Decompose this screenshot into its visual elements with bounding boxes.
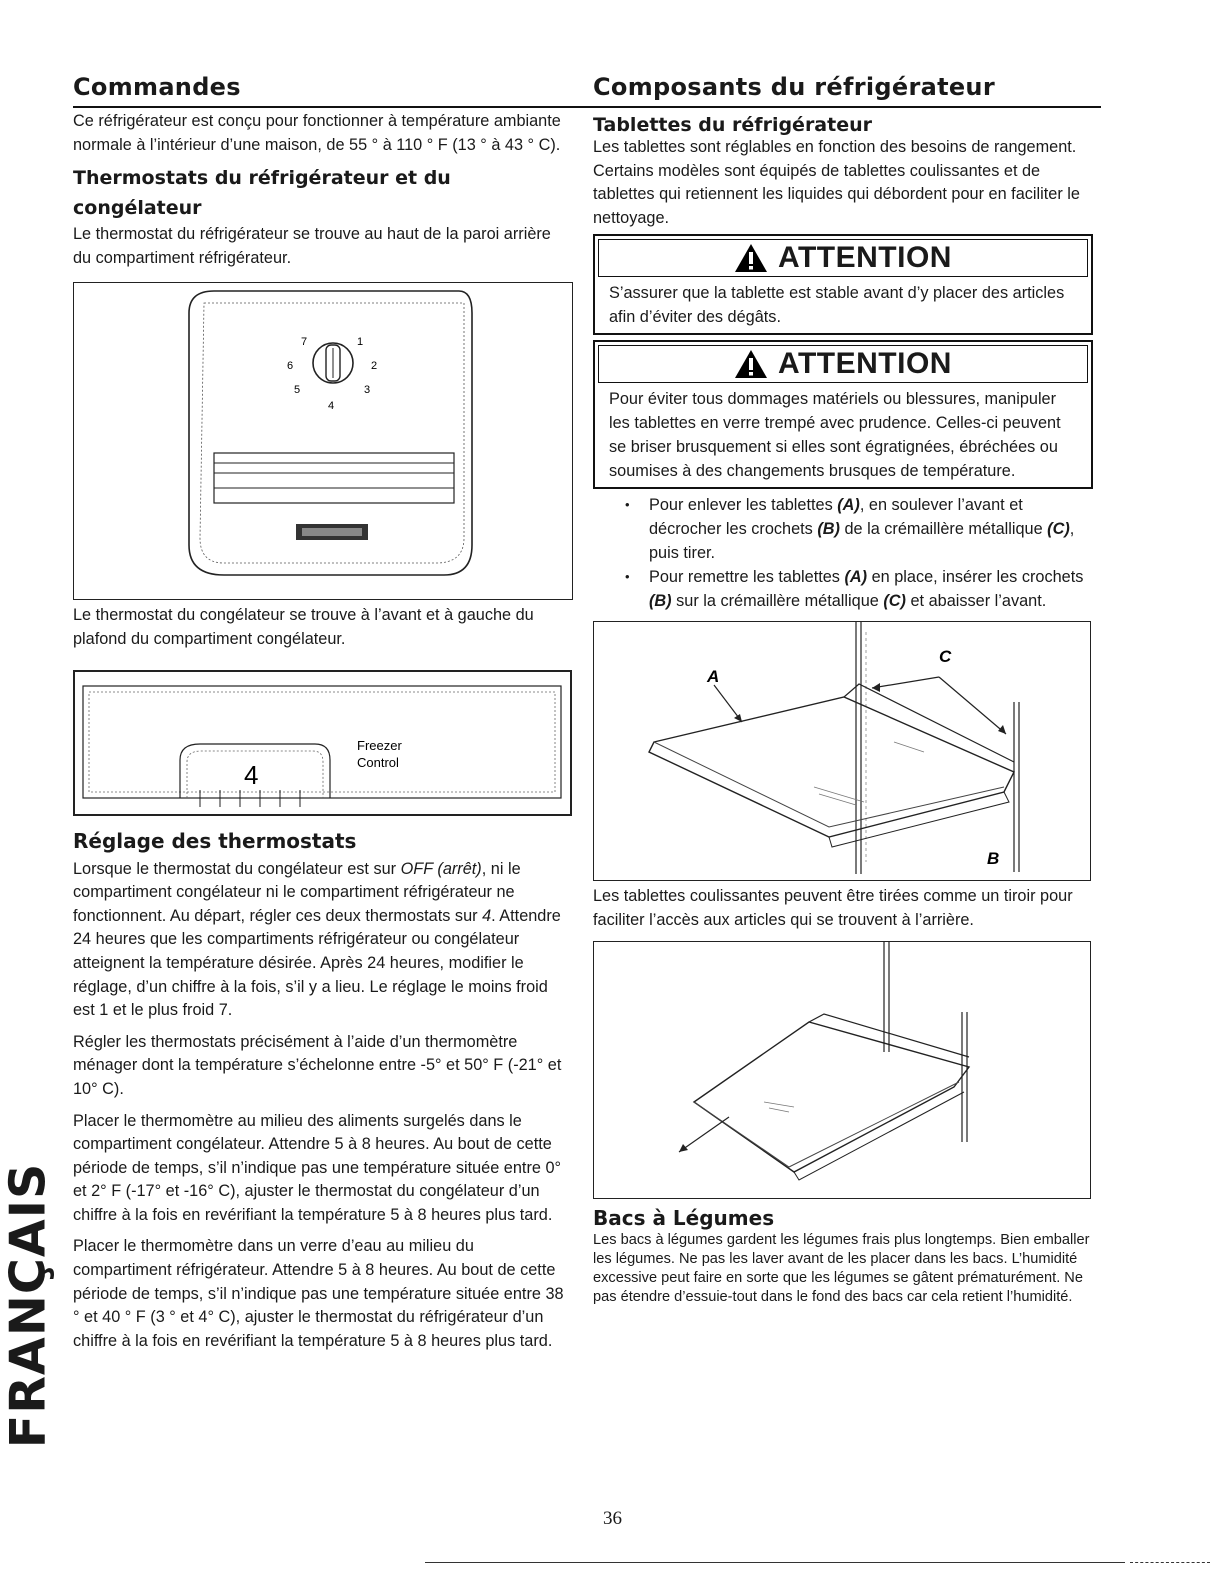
attention-text: S’assurer que la tablette est stable avant d’y placer des articles afin d’éviter des dégâts.: [609, 284, 1065, 327]
list-item: [625, 565, 1093, 613]
dial-number-7: 7: [301, 336, 308, 349]
reglage-paragraph-2: Régler les thermostats précisément à l’aide d’un thermomètre ménager dont la température s’échelonne entre -5° et 50° F (-21° et 10° C).: [73, 1032, 562, 1098]
bullet-text: de la crémaillère métallique: [839, 520, 1048, 539]
bacs-heading: Bacs à Légumes: [593, 1205, 775, 1230]
attention-text: Pour éviter tous dommages matériels ou blessures, manipuler les tablettes en verre trempé avec prudence. Celles-ci peuvent se briser brusquement si elles sont égratignées, ébréchées ou soumises à des changements brusques de température.: [609, 390, 1061, 481]
footer-rule: [425, 1562, 1125, 1563]
commandes-column: [73, 70, 573, 1353]
shelf-drawing: [594, 622, 1090, 880]
commandes-title: Commandes: [73, 73, 241, 101]
fridge-thermostat-figure: [73, 282, 573, 600]
bullet-text: Pour remettre les tablettes: [649, 568, 845, 587]
attention-header: [598, 345, 1088, 383]
thermostat-dial: [313, 343, 353, 383]
reglage-paragraph-4: Placer le thermomètre dans un verre d’eau au milieu du compartiment réfrigérateur. Attendre 5 à 8 heures. Au bout de cette période de temps, s’il n’indique pas une température située entre 38 ° et 40 ° F (3 ° et 4° C), ajuster le thermostat du réfrigérateur d’un chiffre à la fois en revérifiant la température 5 à 8 heures plus tard.: [73, 1237, 564, 1350]
sliding-shelf-text: Les tablettes coulissantes peuvent être tirées comme un tiroir pour faciliter l’accès aux articles qui se trouvent à l’arrière.: [593, 887, 1073, 929]
attention-header: [598, 239, 1088, 277]
bullet-text: , puis tirer.: [649, 520, 1075, 563]
shelf-removal-figure: [593, 621, 1091, 881]
thermostat-housing-drawing: [74, 283, 572, 599]
warning-triangle-icon: [734, 349, 768, 379]
reglage-paragraph-1: [73, 858, 573, 1023]
bullet-text: , en soulever l’avant et décrocher les crochets: [649, 496, 1023, 539]
dial-number-5: 5: [294, 384, 301, 397]
ref-b: (B): [649, 592, 672, 611]
bullet-text: en place, insérer les crochets: [867, 568, 1084, 587]
freezer-control-label-2: Control: [357, 754, 399, 770]
language-side-tab: [0, 1160, 57, 1450]
label-a: A: [707, 667, 720, 687]
freezer-control-label-1: Freezer: [357, 737, 402, 753]
composants-title: Composants du réfrigérateur: [593, 73, 995, 101]
ref-c: (C): [1047, 520, 1070, 539]
sliding-shelf-drawing: [594, 942, 1090, 1198]
setting-four: 4: [482, 906, 492, 925]
bullet-text: Pour enlever les tablettes: [649, 496, 838, 515]
title-rule: [73, 106, 593, 108]
ref-a: (A): [844, 568, 868, 587]
bullet-text: et abaisser l’avant.: [905, 592, 1047, 611]
off-setting: OFF (arrêt): [400, 859, 482, 878]
thermostats-heading: Thermostats du réfrigérateur et du congélateur: [73, 167, 451, 220]
list-item: [625, 493, 1093, 565]
commandes-intro: Ce réfrigérateur est conçu pour fonctionner à température ambiante normale à l’intérieur d’une maison, de 55 ° à 110 ° F (13 ° à 43 ° C).: [73, 112, 561, 154]
freezer-thermostat-text: Le thermostat du congélateur se trouve à l’avant et à gauche du plafond du compartiment congélateur.: [73, 606, 534, 648]
footer-rule: [1130, 1562, 1210, 1563]
shelf-instructions-list: [593, 493, 1093, 613]
freezer-control-drawing: [75, 672, 570, 814]
bullet-text: sur la crémaillère métallique: [671, 592, 884, 611]
reglage-p1-text-c: . Attendre 24 heures que les compartiments réfrigérateur ou congélateur atteignent la température désirée. Après 24 heures, modifier le réglage, d’un chiffre à la fois, s’il y a lieu. Le réglage le moins froid est 1 et le plus froid 7.: [73, 906, 561, 1020]
label-c: C: [939, 647, 952, 667]
ref-a: (A): [837, 496, 860, 515]
reglage-p1-text-a: Lorsque le thermostat du congélateur est sur: [73, 859, 401, 878]
dial-number-1: 1: [357, 336, 364, 349]
tablettes-text: Les tablettes sont réglables en fonction des besoins de rangement. Certains modèles sont équipés de tablettes coulissantes et de tablettes qui retiennent les liquides qui débordent pour en faciliter le nettoyage.: [593, 138, 1080, 227]
composants-column: [593, 70, 1093, 1307]
bacs-text: Les bacs à légumes gardent les légumes frais plus longtemps. Bien emballer les légumes. Ne pas les laver avant de les placer dans les bacs. L’humidité excessive peut faire en sorte que les légumes se gâtent prématurément. Ne pas étendre d’essuie-tout dans le fond des bacs car cela retient l’humidité.: [593, 1231, 1090, 1305]
freezer-setting-value: 4: [244, 759, 259, 790]
title-rule: [593, 106, 1101, 108]
reglage-p1-text-b: , ni le compartiment congélateur ni le compartiment réfrigérateur ne fonctionnent. Au départ, régler ces deux thermostats sur: [73, 859, 521, 925]
dial-number-3: 3: [364, 384, 371, 397]
dial-number-6: 6: [287, 360, 294, 373]
reglage-paragraph-3: Placer le thermomètre au milieu des aliments surgelés dans le compartiment congélateur. Attendre 5 à 8 heures. Au bout de cette période de temps, s’il n’indique pas une température située entre 0° et 2° F (-17° et -16° C), ajuster le thermostat du congélateur d’un chiffre à la fois en revérifiant la température 5 à 8 heures plus tard.: [73, 1111, 562, 1224]
warning-triangle-icon: [734, 243, 768, 273]
ref-b: (B): [817, 520, 840, 539]
dial-number-4: 4: [328, 400, 335, 413]
sliding-shelf-figure: [593, 941, 1091, 1199]
attention-box-2: [593, 340, 1093, 489]
attention-box-1: [593, 234, 1093, 335]
thermostats-text: Le thermostat du réfrigérateur se trouve au haut de la paroi arrière du compartiment réfrigérateur.: [73, 225, 551, 267]
ref-c: (C): [883, 592, 906, 611]
language-label: FRANÇAIS: [0, 1162, 57, 1448]
page-number: 36: [603, 1508, 622, 1529]
reglage-heading: Réglage des thermostats: [73, 828, 357, 853]
tablettes-heading: Tablettes du réfrigérateur: [593, 114, 872, 136]
dial-number-2: 2: [371, 360, 378, 373]
attention-title: ATTENTION: [778, 241, 952, 275]
label-b: B: [987, 849, 1000, 869]
attention-title: ATTENTION: [778, 347, 952, 381]
freezer-control-figure: [73, 670, 572, 816]
